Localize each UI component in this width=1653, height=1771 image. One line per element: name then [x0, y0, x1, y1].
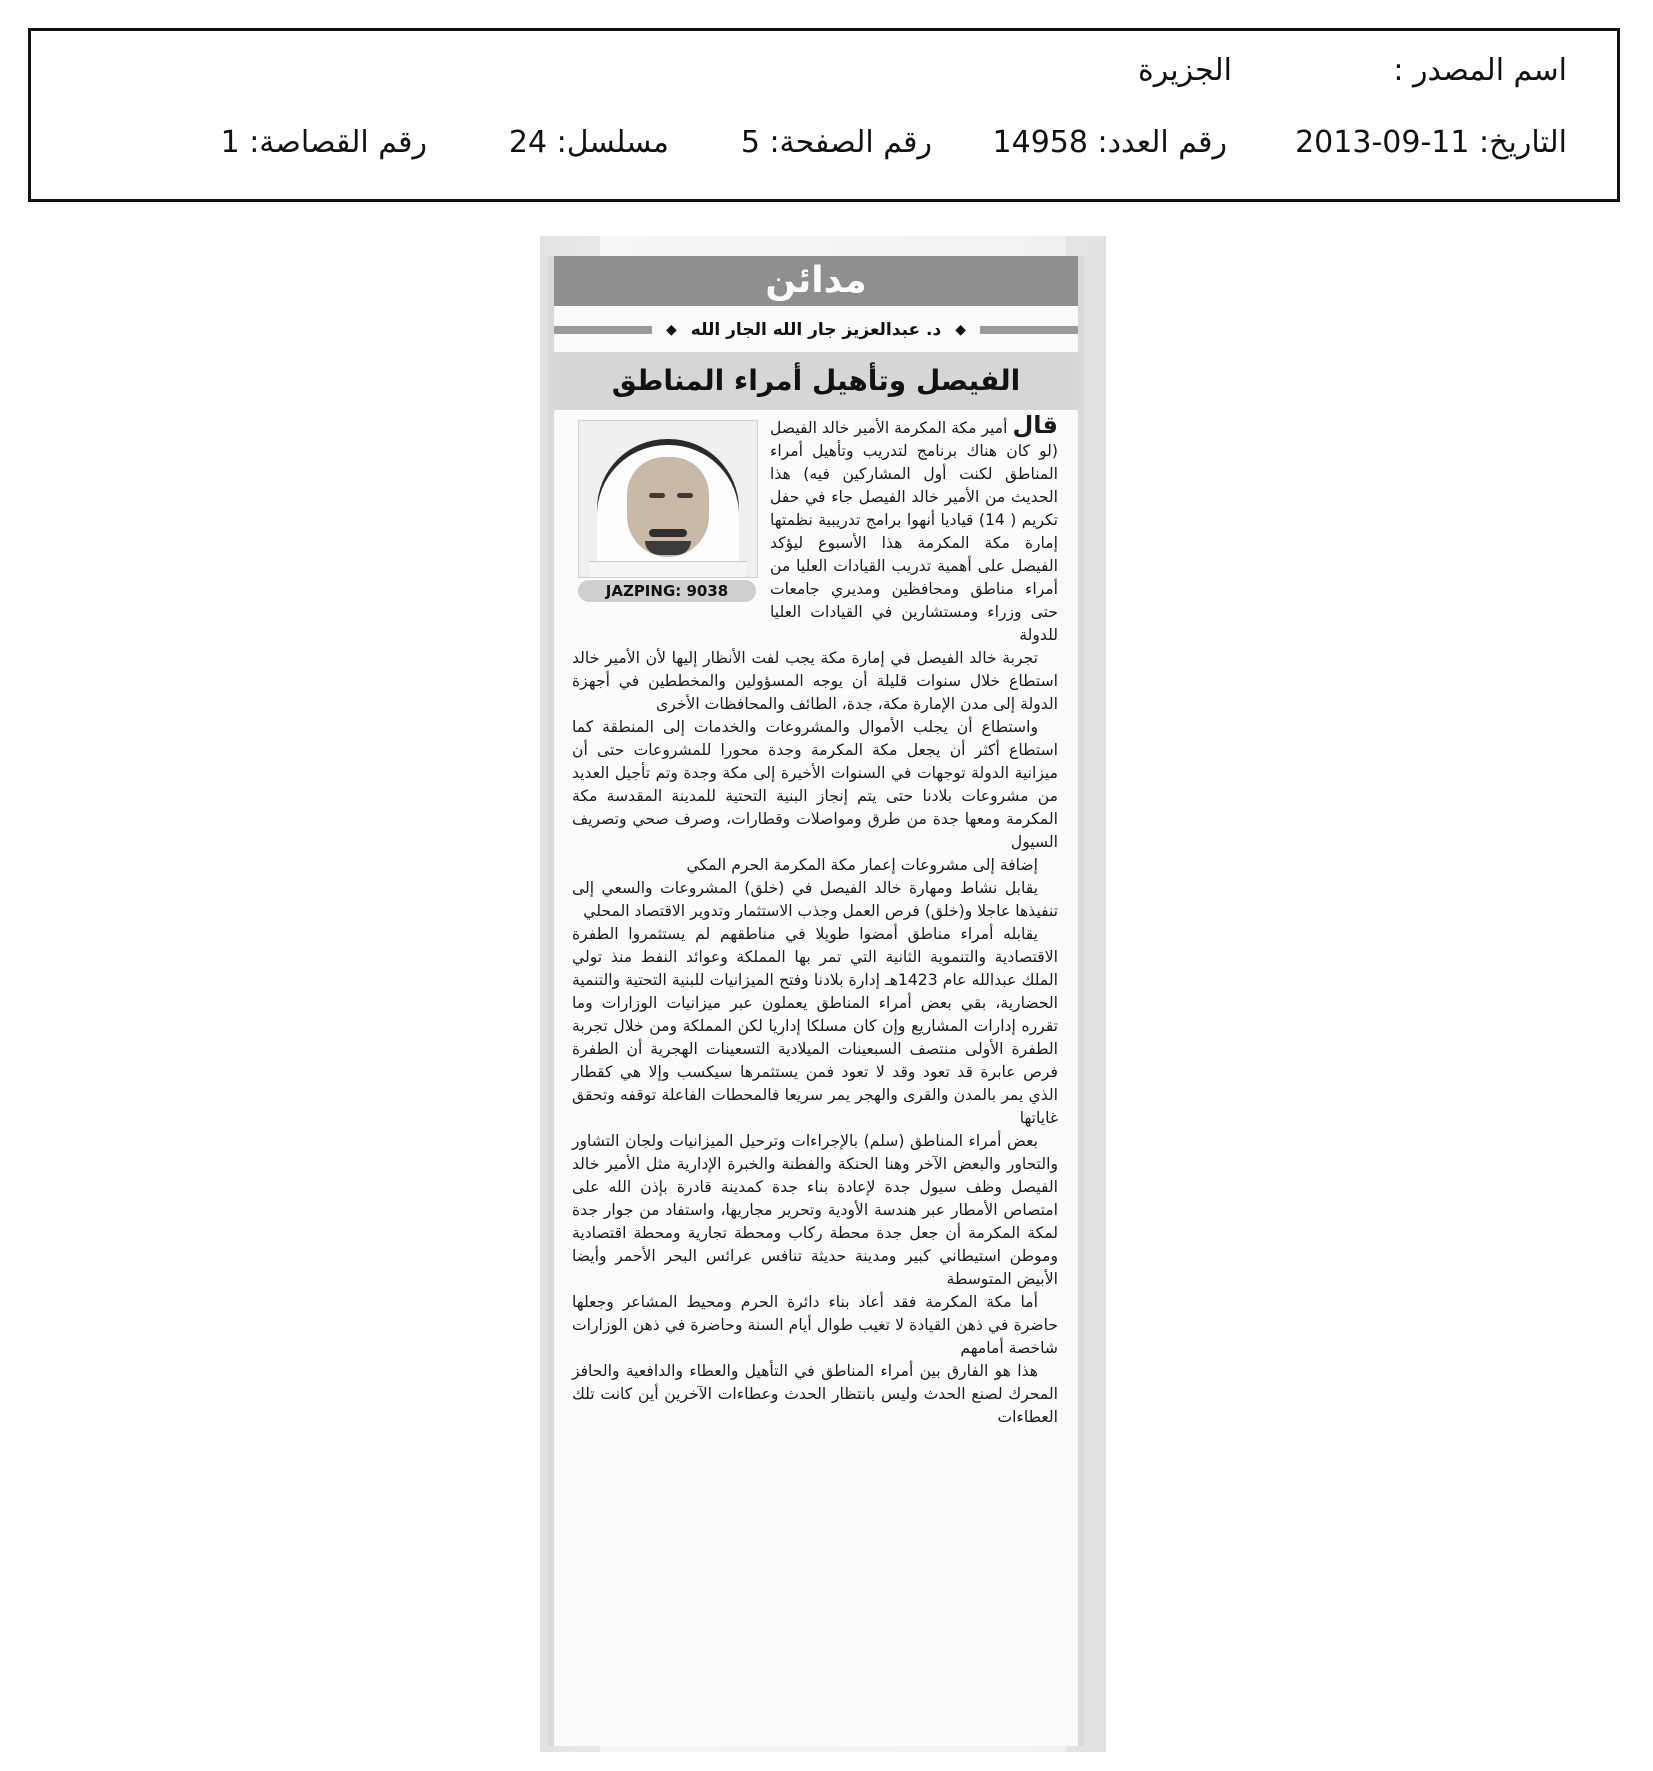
source-value: الجزيرة — [1137, 53, 1232, 88]
article-body — [572, 411, 1059, 1429]
diamond-icon: ◆ — [665, 322, 677, 338]
newspaper-clipping — [548, 256, 1084, 1746]
byline-rule-left — [980, 326, 1078, 334]
paragraph: يقابله أمراء مناطق أمضوا طويلا في مناطقهم لم يستثمروا الطفرة الاقتصادية والتنموية الثانية التي تمر بها المملكة وعوائد النفط منذ تولي الملك عبدالله عام 1423هـ إدارة بلادنا وفتح الميزانيات للبنية التحتية والتنمية الحضارية، بقي بعض أمراء المناطق يعملون عبر ميزانيات الوزارات وما تقرره إدارات المشاريع وإن كان مسلكا إداريا لكن المملكة ومن خلال تجربة الطفرة الأولى منتصف السبعينات الميلادية التسعينات الهجرية أن الطفرة فرص عابرة قد تعود وقد لا تعود فمن يستثمرها سيكسب وإلا هي كقطار الذي يمر بالمدن والقرى والهجر يمر سريعا فالمحطات الفاعلة توقفه وتحقق غاياتها — [572, 925, 1058, 1127]
source-label: اسم المصدر : — [1393, 53, 1567, 88]
photo-code-badge: JAZPING: 9038 — [578, 580, 756, 602]
paragraph: قال أمير مكة المكرمة الأمير خالد الفيصل (لو كان هناك برنامج لتدريب وتأهيل أمراء المناطق لكنت أول المشاركين فيه) هذا الحديث من الأمير خالد الفيصل جاء في حفل تكريم ( 14) قياديا أنهوا برامج تدريبية نظمتها إمارة مكة المكرمة هذا الأسبوع ليؤكد الفيصل على أهمية تدريب القيادات العليا من أمراء مناطق ومحافظين ومديري جامعات حتى وزراء ومستشارين في القيادات العليا للدولة — [770, 411, 1059, 644]
paragraph: واستطاع أن يجلب الأموال والمشروعات والخدمات إلى المنطقة كما استطاع أكثر أن يجعل مكة المكرمة وجدة محورا للمشروعات حتى أن ميزانية الدولة توجهات في السنوات الأخيرة إلى مكة وجدة وتم تأجيل العديد من مشروعات بلادنا حتى يتم إنجاز البنية التحتية للمدينة المقدسة مكة المكرمة ومعها جدة من طرق ومواصلات وقطارات، وصرف صحي وتصريف السيول — [572, 718, 1058, 851]
date-field: التاريخ: 11-09-2013 — [1295, 125, 1567, 160]
paragraph: يقابل نشاط ومهارة خالد الفيصل في (خلق) المشروعات والسعي إلى تنفيذها عاجلا و(خلق) فرص العمل وجذب الاستثمار وتدوير الاقتصاد المحلي — [572, 879, 1058, 920]
author-byline — [554, 310, 1078, 350]
paragraph: بعض أمراء المناطق (سلم) بالإجراءات وترحيل الميزانيات ولجان التشاور والتحاور والبعض الآخر وهنا الحنكة والفطنة والخبرة الإدارية مثل الأمير خالد الفيصل وظف سيول جدة لإعادة بناء جدة كمدينة قادرة بإذن الله على امتصاص الأمطار عبر هندسة الأودية وتحرير مجاريها، واستفاد من جوار جدة لمكة المكرمة أن جعل جدة محطة ركاب ومحطة تجارية ومحطة اقتصادية وموطن استيطاني كبير ومدينة حديثة تنافس عرائس البحر الأحمر وأيضا الأبيض المتوسطة — [572, 1132, 1058, 1288]
page-number-field: رقم الصفحة: 5 — [740, 125, 932, 160]
article-headline: الفيصل وتأهيل أمراء المناطق — [554, 352, 1078, 410]
issue-number-field: رقم العدد: 14958 — [992, 125, 1227, 160]
paragraph: تجربة خالد الفيصل في إمارة مكة يجب لفت الأنظار إليها لأن الأمير خالد استطاع خلال سنوات قليلة أن يوجه المسؤولين والمخططين في أجهزة الدولة إلى مدن الإمارة مكة، جدة، الطائف والمحافظات الأخرى — [572, 649, 1058, 713]
clipping-metadata-box — [28, 28, 1620, 202]
clip-number-field: رقم القصاصة: 1 — [220, 125, 427, 160]
lead-word: قال — [1012, 411, 1058, 439]
paragraph: إضافة إلى مشروعات إعمار مكة المكرمة الحرم المكي — [686, 856, 1038, 874]
diamond-icon: ◆ — [955, 322, 967, 338]
author-name: د. عبدالعزيز جار الله الجار الله — [690, 320, 942, 340]
column-title: مدائن — [554, 256, 1078, 306]
byline-rule-right — [554, 326, 652, 334]
serial-field: مسلسل: 24 — [508, 125, 669, 160]
paragraph: أما مكة المكرمة فقد أعاد بناء دائرة الحرم ومحيط المشاعر وجعلها حاضرة في ذهن القيادة لا تغيب طوال أيام السنة وحاضرة في ذهن الوزارات شاخصة أمامهم — [572, 1293, 1058, 1357]
paragraph: هذا هو الفارق بين أمراء المناطق في التأهيل والعطاء والدافعية والحافز المحرك لصنع الحدث وليس بانتظار الحدث وعطاءات الآخرين أين كانت تلك العطاءات — [572, 1362, 1058, 1426]
